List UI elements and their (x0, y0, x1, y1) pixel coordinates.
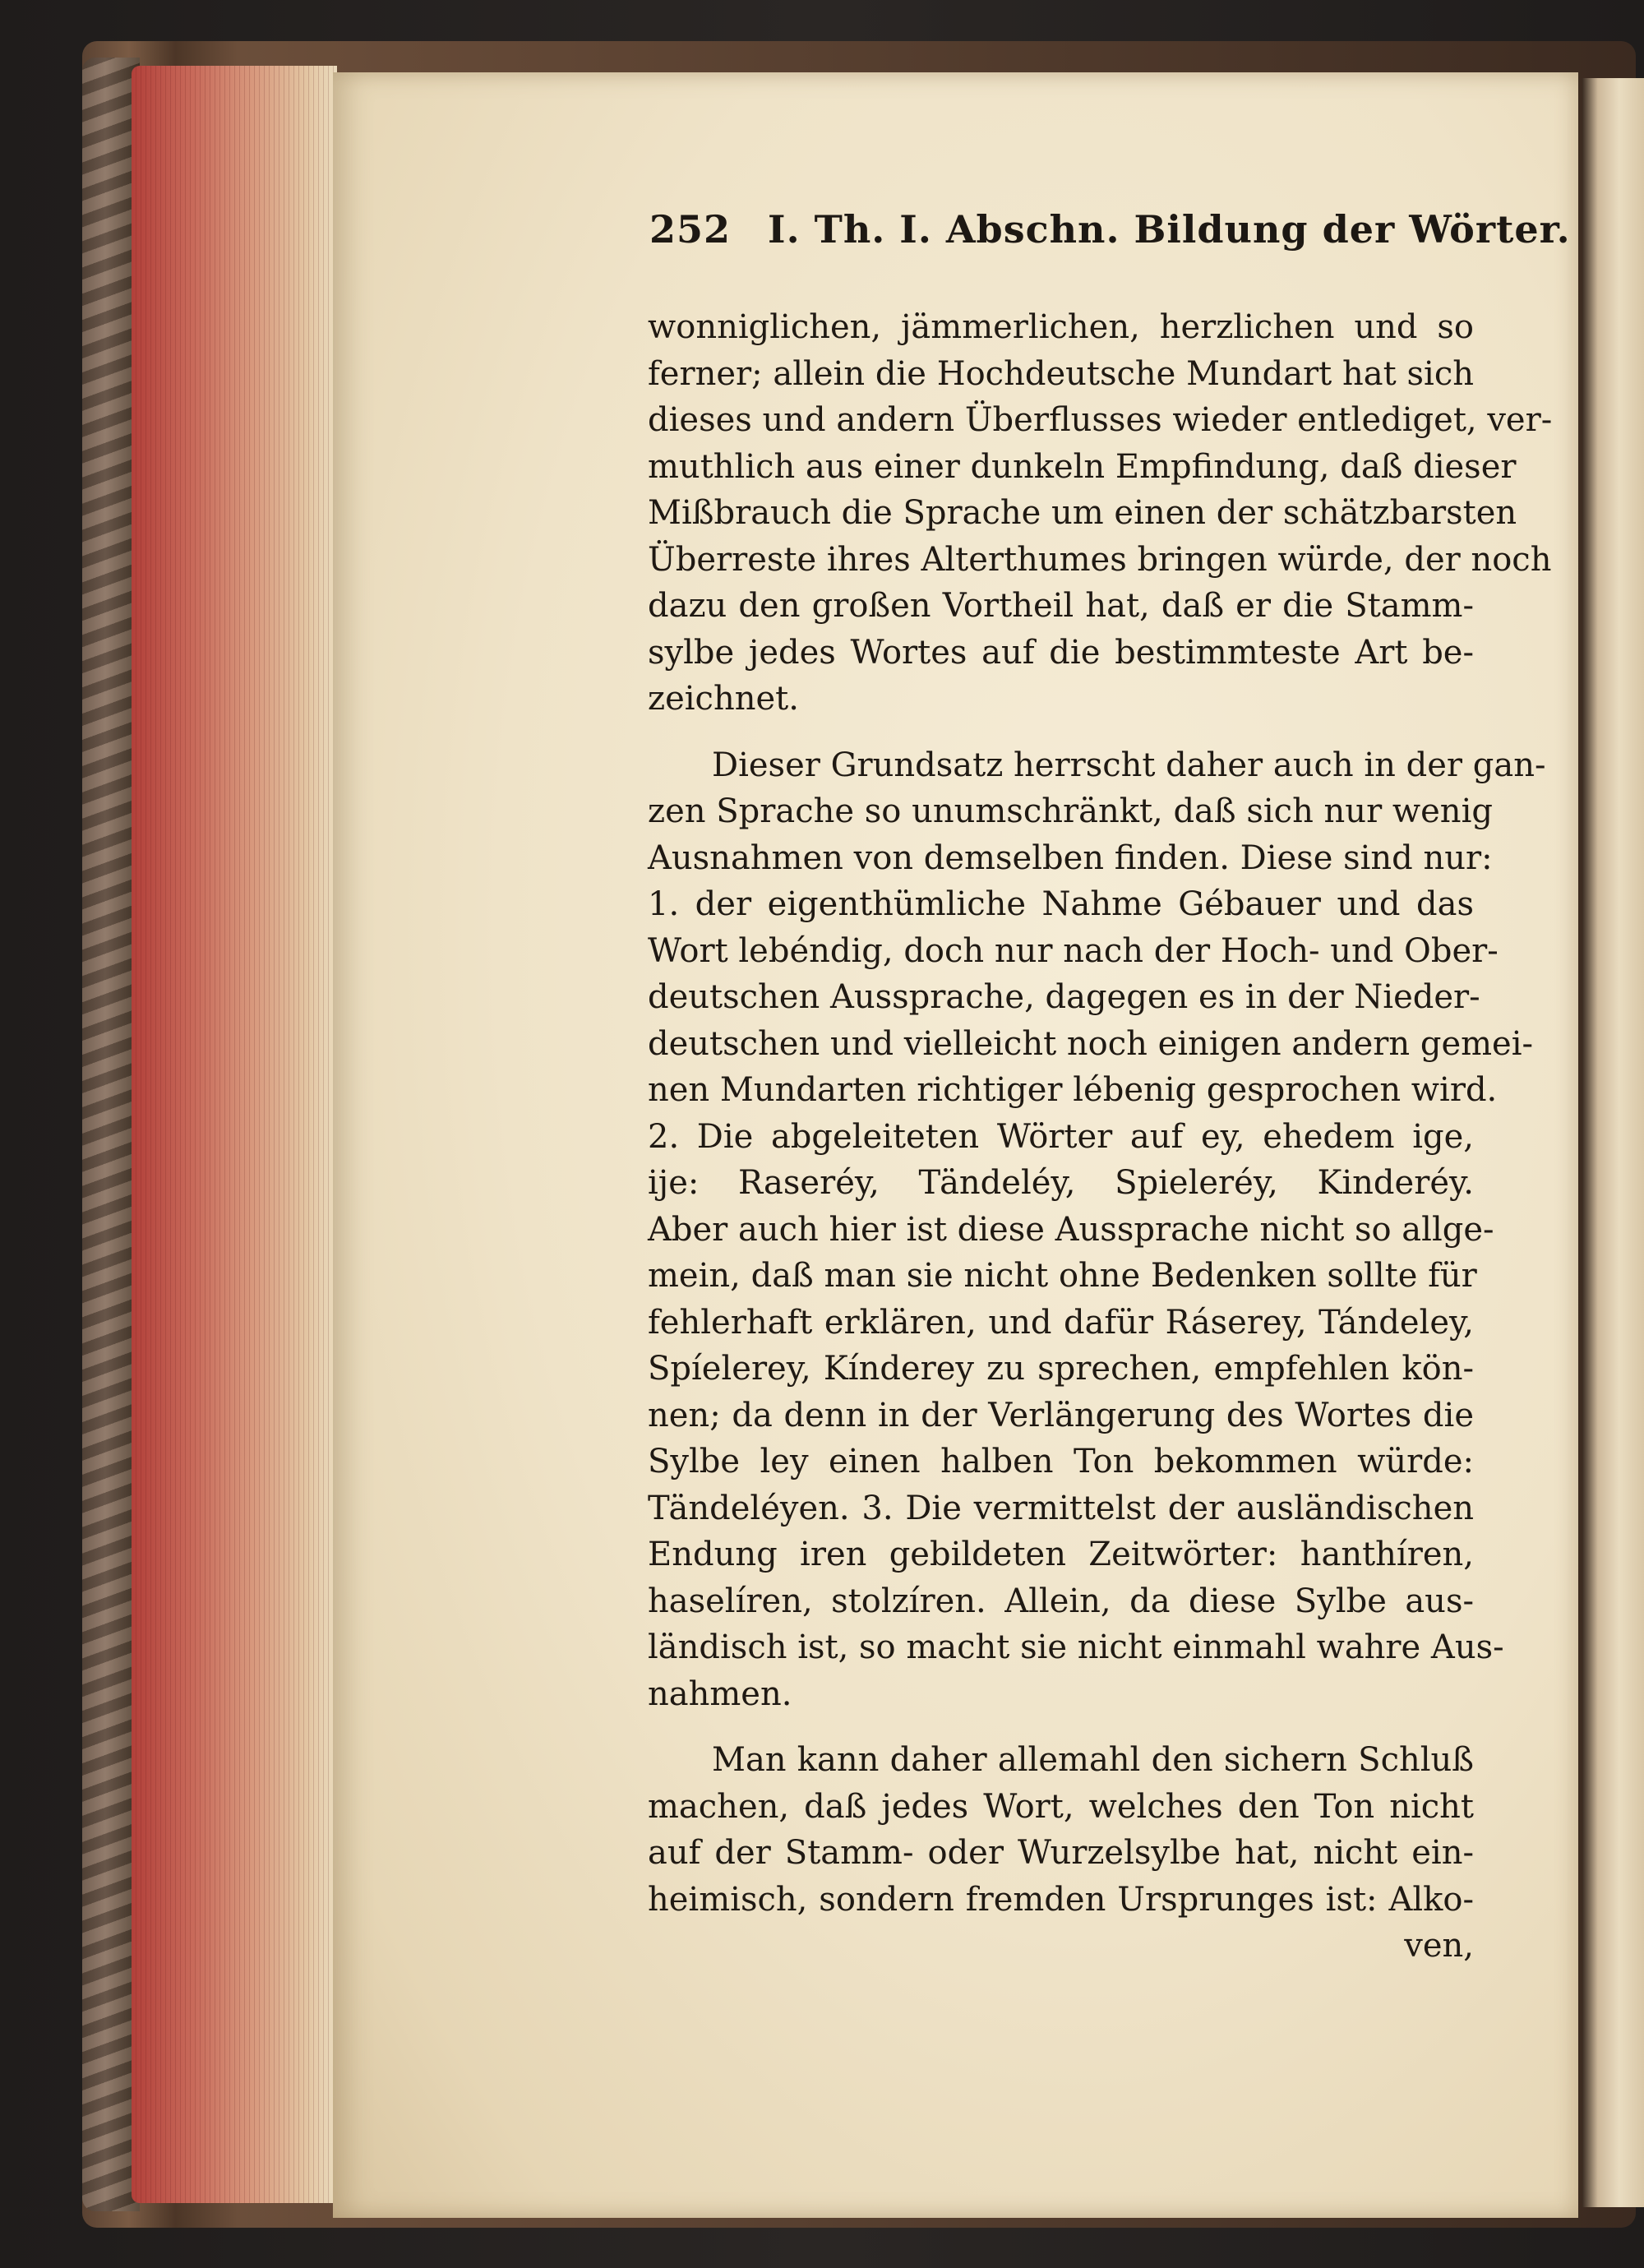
text-line: sylbe jedes Wortes auf die bestimmteste Art be- (648, 633, 1474, 672)
text-line: Mißbrauch die Sprache um einen der schätzbarsten (648, 494, 1517, 532)
text-line: dazu den großen Vortheil hat, daß er die Stamm- (648, 587, 1474, 625)
text-line: Endung iren gebildeten Zeitwörter: hanthíren, (648, 1536, 1474, 1573)
page-edges-red (132, 66, 337, 2203)
text-line: Dieser Grundsatz herrscht daher auch in der gan- (712, 746, 1546, 784)
text-line: auf der Stamm- oder Wurzelsylbe hat, nicht ein- (648, 1834, 1474, 1872)
text-line: zeichnet. (648, 680, 799, 718)
text-line: ije: Raseréy, Tändeléy, Spieleréy, Kinderéy. (648, 1164, 1474, 1202)
text-line: ferner; allein die Hochdeutsche Mundart hat sich (648, 354, 1474, 393)
text-line: nen Mundarten richtiger lébenig gesprochen wird. (648, 1071, 1498, 1109)
text-line: ländisch ist, so macht sie nicht einmahl wahre Aus- (648, 1628, 1504, 1666)
body-text (648, 304, 1553, 1970)
text-line: nen; da denn in der Verlängerung des Wortes die (648, 1396, 1474, 1434)
text-line: Man kann daher allemahl den sichern Schluß (712, 1741, 1474, 1779)
paragraph-gap (648, 1717, 1474, 1737)
text-line: Aber auch hier ist diese Aussprache nicht so allge- (648, 1210, 1494, 1249)
text-line: muthlich aus einer dunkeln Empfindung, daß dieser (648, 447, 1517, 486)
running-head-title: I. Th. I. Abschn. Bildung der Wörter. (768, 207, 1571, 252)
catchword: ven, (1404, 1927, 1474, 1965)
facing-page-edge (1582, 78, 1644, 2207)
text-line: Ausnahmen von demselben finden. Diese sind nur: (648, 838, 1493, 877)
text-line: 2. Die abgeleiteten Wörter auf ey, ehedem ige, (648, 1117, 1474, 1156)
text-line: mein, daß man sie nicht ohne Bedenken sollte für (648, 1257, 1477, 1295)
text-line: zen Sprache so unumschränkt, daß sich nur wenig (648, 792, 1493, 830)
text-line: Wort lebéndig, doch nur nach der Hoch- und Ober- (648, 931, 1499, 970)
paragraph-gap (648, 723, 1474, 742)
text-line: 1. der eigenthümliche Nahme Gébauer und das (648, 885, 1474, 923)
text-line: Tändeléyen. 3. Die vermittelst der ausländischen (648, 1489, 1474, 1527)
page-number: 252 (649, 207, 732, 252)
text-line: wonniglichen, jämmerlichen, herzlichen und so (648, 308, 1474, 346)
text-line: machen, daß jedes Wort, welches den Ton nicht (648, 1787, 1474, 1826)
text-line: deutschen Aussprache, dagegen es in der Nieder- (648, 978, 1480, 1016)
text-line: Sylbe ley einen halben Ton bekommen würde: (648, 1443, 1474, 1480)
text-line: dieses und andern Überflusses wieder entlediget, ver- (648, 401, 1553, 439)
text-line: haselíren, stolzíren. Allein, da diese Sylbe aus- (648, 1582, 1474, 1620)
text-line: nahmen. (648, 1674, 792, 1713)
text-line: Spíelerey, Kínderey zu sprechen, empfehlen kön- (648, 1350, 1474, 1388)
running-head (649, 207, 1571, 256)
text-line: deutschen und vielleicht noch einigen andern gemei- (648, 1024, 1534, 1063)
text-line: Überreste ihres Alterthumes bringen würde, der noch (648, 540, 1552, 579)
text-line: heimisch, sondern fremden Ursprunges ist: Alko- (648, 1880, 1474, 1919)
text-line: fehlerhaft erklären, und dafür Ráserey, Tándeley, (648, 1303, 1474, 1342)
